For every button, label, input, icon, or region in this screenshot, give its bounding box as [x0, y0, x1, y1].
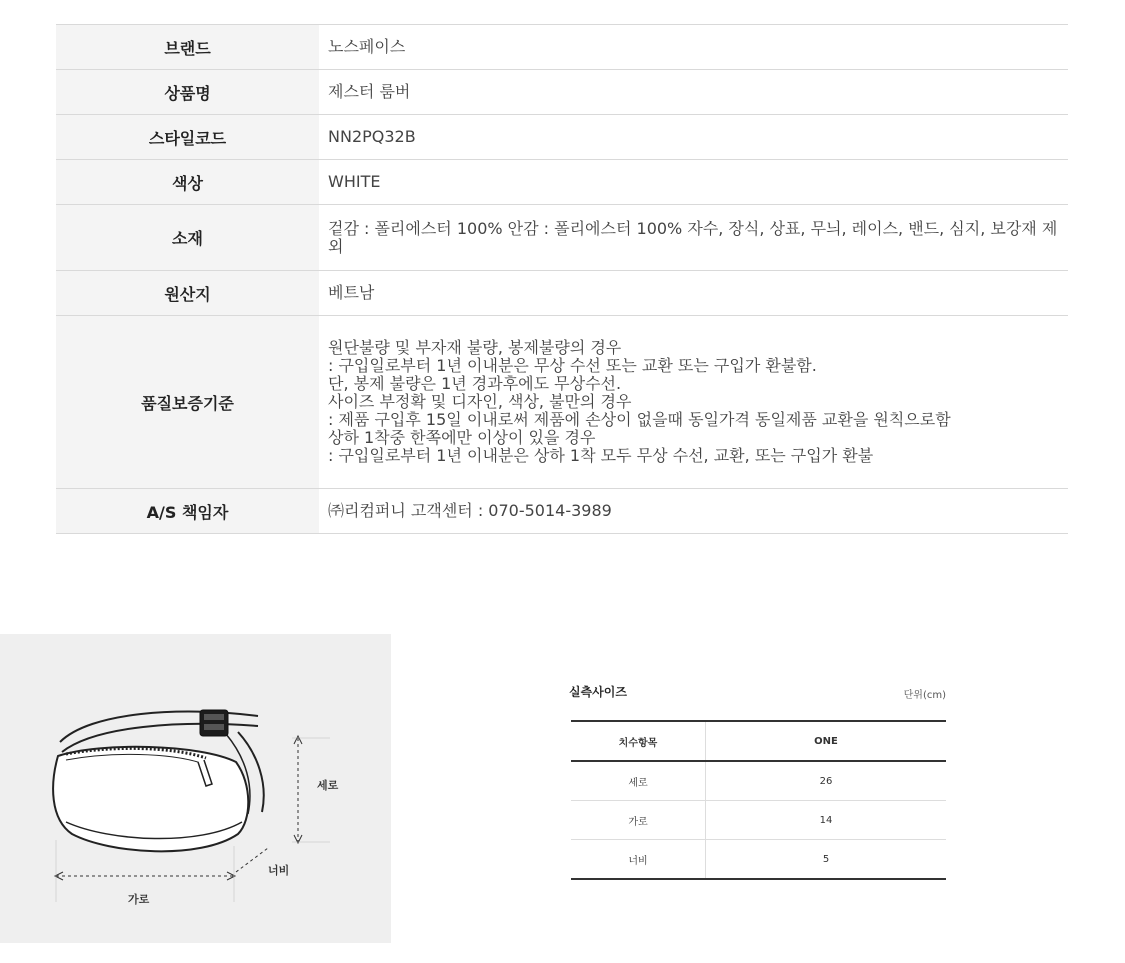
header-size-one: ONE — [706, 721, 947, 761]
info-row-style-code — [56, 115, 1068, 160]
quality-value — [319, 316, 1068, 489]
brand-label: 브랜드 — [56, 25, 319, 70]
size-row-item: 너비 — [571, 840, 706, 880]
color-value: WHITE — [319, 160, 1068, 205]
quality-label: 품질보증기준 — [56, 316, 319, 489]
quality-line: 원단불량 및 부자재 불량, 봉제불량의 경우 — [328, 338, 622, 357]
quality-line: 상하 1착중 한쪽에만 이상이 있을 경우 — [328, 428, 596, 447]
color-label: 색상 — [56, 160, 319, 205]
info-row-origin — [56, 271, 1068, 316]
info-row-product-name — [56, 70, 1068, 115]
product-info-table — [56, 24, 1068, 534]
info-row-brand — [56, 25, 1068, 70]
depth-dimension-label: 너비 — [268, 864, 290, 877]
product-name-label: 상품명 — [56, 70, 319, 115]
info-row-color — [56, 160, 1068, 205]
material-label: 소재 — [56, 205, 319, 271]
size-table-title: 실측사이즈 — [569, 685, 627, 699]
style-code-label: 스타일코드 — [56, 115, 319, 160]
bag-measurement-diagram — [0, 634, 391, 943]
size-row-value: 14 — [706, 801, 947, 840]
brand-value: 노스페이스 — [319, 25, 1068, 70]
material-value: 겉감 : 폴리에스터 100% 안감 : 폴리에스터 100% 자수, 장식, 상표, 무늬, 레이스, 밴드, 심지, 보강재 제외 — [319, 205, 1068, 271]
quality-line: 사이즈 부정확 및 디자인, 색상, 불만의 경우 — [328, 392, 632, 411]
size-row — [571, 761, 946, 801]
size-row-item: 세로 — [571, 761, 706, 801]
origin-label: 원산지 — [56, 271, 319, 316]
size-table-header — [571, 721, 946, 761]
product-name-value: 제스터 룸버 — [319, 70, 1068, 115]
size-row — [571, 801, 946, 840]
size-table — [571, 720, 946, 880]
size-row-value: 5 — [706, 840, 947, 880]
quality-line: : 구입일로부터 1년 이내분은 상하 1착 모두 무상 수선, 교환, 또는 구입가 환불 — [328, 446, 874, 465]
height-dimension-label: 세로 — [317, 779, 339, 792]
info-row-quality — [56, 316, 1068, 489]
size-unit-label: 단위(cm) — [903, 690, 946, 701]
quality-line: : 제품 구입후 15일 이내로써 제품에 손상이 없을때 동일가격 동일제품 교환을 원칙으로함 — [328, 410, 951, 429]
origin-value: 베트남 — [319, 271, 1068, 316]
style-code-value: NN2PQ32B — [319, 115, 1068, 160]
as-value: ㈜리컴퍼니 고객센터 : 070-5014-3989 — [319, 489, 1068, 534]
as-label: A/S 책임자 — [56, 489, 319, 534]
info-row-as — [56, 489, 1068, 534]
quality-line: : 구입일로부터 1년 이내분은 무상 수선 또는 교환 또는 구입가 환불함. — [328, 356, 817, 375]
info-row-material — [56, 205, 1068, 271]
header-measure-item: 치수항목 — [571, 721, 706, 761]
size-row — [571, 840, 946, 880]
quality-line: 단, 봉제 불량은 1년 경과후에도 무상수선. — [328, 374, 622, 393]
size-row-item: 가로 — [571, 801, 706, 840]
size-row-value: 26 — [819, 775, 833, 787]
width-dimension-label: 가로 — [128, 893, 150, 906]
